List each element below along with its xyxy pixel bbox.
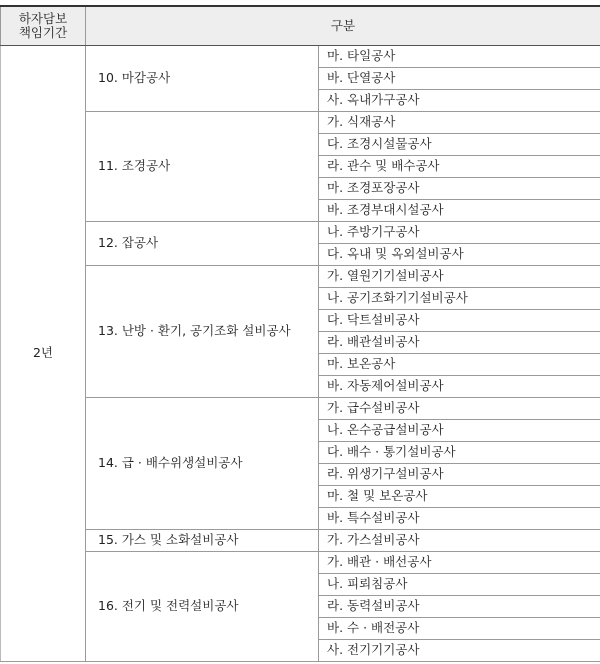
table-row: [1, 46, 600, 68]
category-cell: 11. 조경공사: [86, 112, 319, 222]
subcategory-cell: 다. 옥내 및 옥외설비공사: [319, 244, 600, 266]
subcategory-cell: 바. 수 · 배전공사: [319, 618, 600, 640]
table-row: [1, 530, 600, 552]
table-row: [1, 398, 600, 420]
subcategory-cell: 가. 열원기기설비공사: [319, 266, 600, 288]
subcategory-cell: 가. 배관 · 배선공사: [319, 552, 600, 574]
category-cell: 10. 마감공사: [86, 46, 319, 112]
table-row: [1, 222, 600, 244]
warranty-period-cell: 2년: [1, 46, 86, 662]
table-row: [1, 112, 600, 134]
subcategory-cell: 바. 자동제어설비공사: [319, 376, 600, 398]
category-cell: 13. 난방 · 환기, 공기조화 설비공사: [86, 266, 319, 398]
subcategory-cell: 다. 닥트설비공사: [319, 310, 600, 332]
category-cell: 15. 가스 및 소화설비공사: [86, 530, 319, 552]
subcategory-cell: 마. 철 및 보온공사: [319, 486, 600, 508]
warranty-table: [0, 5, 600, 662]
subcategory-cell: 나. 주방기구공사: [319, 222, 600, 244]
subcategory-cell: 마. 보온공사: [319, 354, 600, 376]
category-cell: 12. 잡공사: [86, 222, 319, 266]
subcategory-cell: 바. 특수설비공사: [319, 508, 600, 530]
table-body: [1, 46, 600, 662]
subcategory-cell: 바. 조경부대시설공사: [319, 200, 600, 222]
subcategory-cell: 가. 급수설비공사: [319, 398, 600, 420]
table-header-row: [1, 6, 600, 46]
category-cell: 16. 전기 및 전력설비공사: [86, 552, 319, 662]
subcategory-cell: 다. 조경시설물공사: [319, 134, 600, 156]
subcategory-cell: 마. 타일공사: [319, 46, 600, 68]
subcategory-cell: 라. 위생기구설비공사: [319, 464, 600, 486]
subcategory-cell: 사. 옥내가구공사: [319, 90, 600, 112]
subcategory-cell: 나. 공기조화기기설비공사: [319, 288, 600, 310]
subcategory-cell: 라. 배관설비공사: [319, 332, 600, 354]
subcategory-cell: 바. 단열공사: [319, 68, 600, 90]
header-category: 구분: [86, 6, 600, 46]
table-row: [1, 552, 600, 574]
subcategory-cell: 가. 가스설비공사: [319, 530, 600, 552]
header-warranty-period: [1, 6, 86, 46]
subcategory-cell: 라. 동력설비공사: [319, 596, 600, 618]
subcategory-cell: 라. 관수 및 배수공사: [319, 156, 600, 178]
category-cell: 14. 급 · 배수위생설비공사: [86, 398, 319, 530]
subcategory-cell: 가. 식재공사: [319, 112, 600, 134]
header-period-line2: 책임기간: [18, 25, 68, 40]
header-period-line1: 하자담보: [18, 10, 68, 26]
table-row: [1, 266, 600, 288]
subcategory-cell: 마. 조경포장공사: [319, 178, 600, 200]
subcategory-cell: 나. 온수공급설비공사: [319, 420, 600, 442]
subcategory-cell: 사. 전기기기공사: [319, 640, 600, 662]
subcategory-cell: 다. 배수 · 통기설비공사: [319, 442, 600, 464]
subcategory-cell: 나. 피뢰침공사: [319, 574, 600, 596]
